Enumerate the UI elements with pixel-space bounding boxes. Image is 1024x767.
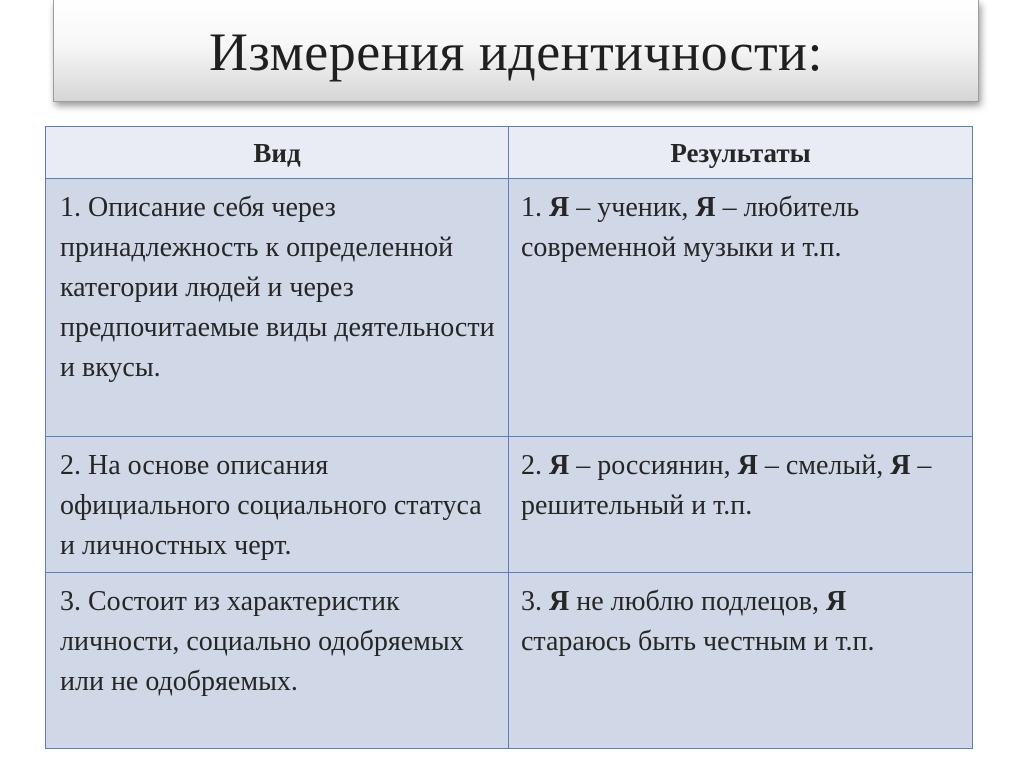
result-ya: Я — [549, 586, 570, 617]
result-ya: Я — [549, 192, 570, 223]
cell-result-2 — [509, 437, 973, 573]
cell-vid-2: 2. На основе описания официального социального статуса и личностных черт. — [46, 437, 509, 573]
comparison-table — [45, 126, 973, 749]
table-row — [46, 179, 973, 437]
cell-result-3 — [509, 573, 973, 749]
result-text: 2. — [521, 450, 549, 481]
cell-vid-3: 3. Состоит из характеристик личности, социально одобряемых или не одобряемых. — [46, 573, 509, 749]
result-text: – любитель современной музыки и т.п. — [521, 192, 860, 263]
result-text: 3. — [521, 586, 549, 617]
table-row — [46, 437, 973, 573]
result-text: – смелый, — [757, 450, 891, 481]
result-text: – решительный и т.п. — [521, 450, 932, 521]
title-banner — [53, 0, 979, 102]
cell-result-1 — [509, 179, 973, 437]
result-text: не люблю подлецов, — [569, 586, 827, 617]
header-vid: Вид — [46, 127, 509, 179]
result-text: – россиянин, — [569, 450, 738, 481]
header-results: Результаты — [509, 127, 973, 179]
result-text: стараюсь быть честным и т.п. — [521, 626, 875, 657]
slide-title: Измерения идентичности: — [209, 21, 823, 82]
cell-vid-1: 1. Описание себя через принадлежность к определенной категории людей и через предпочитаемые виды деятельности и вкусы. — [46, 179, 509, 437]
table-row — [46, 573, 973, 749]
result-ya: Я — [826, 586, 847, 617]
result-ya: Я — [737, 450, 758, 481]
identity-table — [45, 126, 972, 744]
result-ya: Я — [890, 450, 911, 481]
result-ya: Я — [695, 192, 716, 223]
result-text: – ученик, — [569, 192, 696, 223]
result-ya: Я — [549, 450, 570, 481]
result-text: 1. — [521, 192, 549, 223]
table-header-row — [46, 127, 973, 179]
